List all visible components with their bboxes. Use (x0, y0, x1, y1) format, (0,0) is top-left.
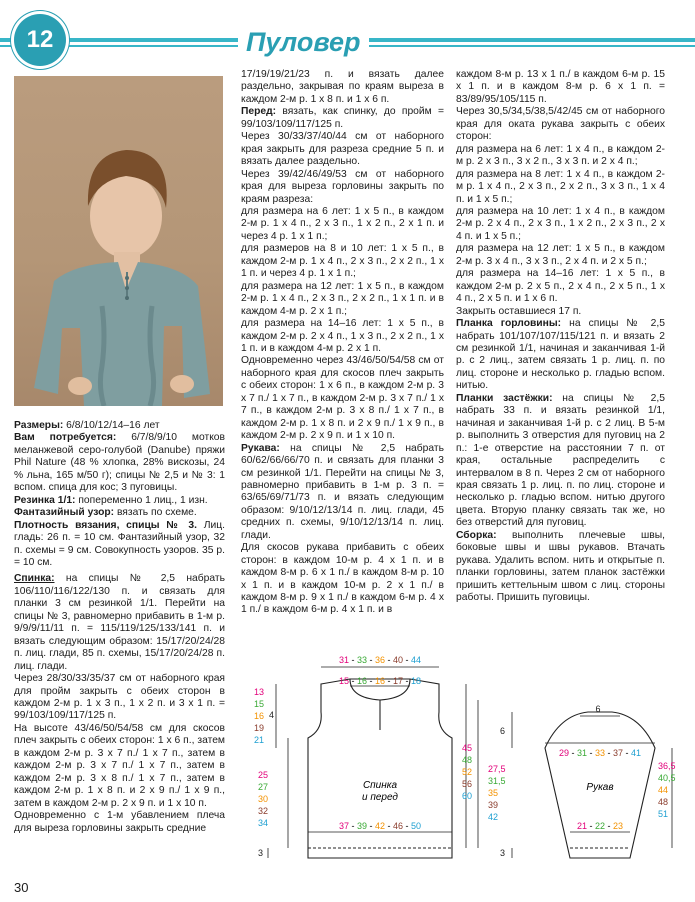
size-value: 51 (658, 809, 669, 819)
separator: - (586, 748, 595, 758)
size-value: 17 (393, 676, 404, 686)
separator: - (366, 821, 375, 831)
size-14-16-paragraph: для размера на 14–16 лет: 1 х 5 п., в каждом 2-м р. 2 х 4 п., 1 х 3 п., 2 х 2 п., 1 х 1 п. и в каждом 4-м р. 2 х 1 п. (241, 318, 444, 354)
text-column-3 (456, 69, 665, 604)
separator: - (385, 676, 394, 686)
page-number: 30 (14, 880, 29, 895)
sizes-paragraph (14, 420, 225, 432)
size-value: 46 (393, 821, 404, 831)
front-label: Перед: (241, 106, 277, 118)
size-value: 16 (254, 711, 265, 721)
separator: - (366, 676, 375, 686)
cap-size-12: для размера на 12 лет: 1 х 5 п., в каждом 2-м р. 3 х 4 п., 3 х 3 п., 2 х 4 п. и 2 х 5 п.; (456, 243, 665, 267)
pattern-label: Фантазийный узор: (14, 507, 115, 519)
armhole-paragraph: Через 28/30/33/35/37 см от наборного края для пройм закрыть с обеих сторон в каждом 2-м р. 1 х 3 п., 1 х 2 п. и 3 х 1 п. = 99/103/109/117/125 п. (14, 673, 225, 722)
shoulder-paragraph: На высоте 43/46/50/54/58 см для скосов плеч закрыть с обеих сторон: 1 х 6 п., затем в каждом 2-м р. 3 х 7 п./ 1 х 7 п., затем в каждом 2-м р. 3 х 7 п./ 1 х 7 п., затем в каждом 2-м р. 3 х 8 п./ 1 х 7 п., затем в каждом 2-м р. 1 х 8 п. и 2 х 9 п./ 1 х 9 п., затем в каждом 2-м р. 2 х 9 п. и 1 х 10 п. (14, 722, 225, 809)
placket-text: на спицы № 2,5 набрать 33 п. и вязать резинкой 1/1, начиная и заканчивая 1-й р. с 2 лиц. В 5-м р. выполнить 3 отверстия для пуговиц на 2 п.: 1-е отверстие на расстоянии 7 п. от края, остальные распределить с интервалом в 8 п. Через 2 см от наборного края связать 1 р. лиц. п. по лиц. стороне и несколько р. гладью вспом. нитью другого цвета. Вторую планку связать так же, но без отверстий для пуговиц. (456, 392, 665, 529)
size-value: 33 (594, 748, 606, 758)
separator: - (348, 821, 357, 831)
size-value: 36,5 (658, 761, 676, 771)
schematic-diagram (0, 645, 695, 875)
assembly-text: выполнить плечевые швы, боковые швы и швы рукавов. Втачать рукава. Удалить вспом. нить и открытые п. планки горловины, затем планок застёжки пришить кеттельным швом с лиц. стороны работы. Пришить пуговицы. (456, 529, 665, 604)
separator: - (348, 655, 357, 665)
size-value: 40,5 (658, 773, 676, 783)
assembly-paragraph (456, 530, 665, 605)
neck-depth-values (254, 687, 264, 745)
size-value: 27 (258, 782, 269, 792)
separator: - (403, 676, 412, 686)
back-text: на спицы № 2,5 набрать 106/110/116/122/130 п. и связать для планки 3 см резинкой 1/1. Перейти на спицы № 3, равномерно прибавить в 1-м р. 9/9/9/11/11 п. = 115/119/125/133/141 п. и вязать следующим образом: 15/17/20/24/28 п. лиц. глади, 85 п. схемы, 15/17/20/24/28 п. лиц. глади. (14, 573, 225, 672)
size-value: 18 (411, 676, 422, 686)
size-value: 56 (462, 779, 473, 789)
body-label-line-2: и перед (362, 792, 398, 803)
body-schematic (308, 679, 452, 858)
gauge-paragraph (14, 520, 225, 570)
neckband-label: Планка горловины: (456, 318, 562, 330)
sizes-label: Размеры: (14, 420, 64, 431)
size-value: 15 (338, 676, 349, 686)
separator: - (403, 655, 412, 665)
size-value: 13 (254, 687, 265, 697)
armhole-height-values (258, 770, 268, 828)
assembly-label: Сборка: (456, 529, 497, 541)
size-value: 41 (631, 748, 642, 758)
sleeve-cap-paragraph: Через 30,5/34,5/38,5/42/45 см от наборного края для оката рукава закрыть с обеих сторон: (456, 106, 665, 143)
materials-label: Вам потребуется: (14, 432, 117, 444)
rib-label: Резинка 1/1: (14, 494, 76, 506)
size-value: 15 (254, 699, 265, 709)
placket-label: Планки застёжки: (456, 392, 553, 404)
size-12-paragraph: для размера на 12 лет: 1 х 5 п., в каждом 2-м р. 1 х 4 п., 2 х 3 п., 2 х 2 п., 1 х 1 п. и в каждом 4-м р. 2 х 1 п.; (241, 280, 444, 317)
cap-size-14-16: для размера на 14–16 лет: 1 х 5 п., в каждом 2-м р. 2 х 5 п., 2 х 4 п., 2 х 5 п., 1 х 4 п., 2 х 5 п. и 1 х 6 п. (456, 268, 665, 305)
sleeve-rib-value: 3 (500, 848, 506, 858)
size-8-10-paragraph: для размеров на 8 и 10 лет: 1 х 5 п., в каждом 2-м р. 1 х 4 п., 2 х 3 п., 2 х 2 п., 1 х 1 п. и через 4 р. 1 х 1 п.; (241, 243, 444, 280)
neck-continued-paragraph: 17/19/19/21/23 п. и вязать далее раздельно, закрывая по краям выреза в каждом 2-м р. 1 х 8 п. и 1 х 6 п. (241, 69, 444, 105)
size-value: 42 (374, 821, 386, 831)
cap-size-10: для размера на 10 лет: 1 х 4 п., в каждом 2-м р. 2 х 4 п., 2 х 3 п., 1 х 2 п., 2 х 3 п., 2 х 4 п. и 1 х 5 п.; (456, 205, 665, 242)
front-shoulder-paragraph: Одновременно через 43/46/50/54/58 см от наборного края для скосов плеч закрыть с обеих сторон: 1 х 6 п., в каждом 2-м р. 3 х 7 п./ 1 х 7 п., в каждом 2-м р. 3 х 7 п./ 1 х 7 п., в каждом 2-м р. 3 х 8 п./ 1 х 7 п., в каждом 2-м р. 1 х 8 п. и 2 х 9 п./ 1 х 9 п., в каждом 2-м р. 2 х 9 п. и 1 х 10 п. (241, 355, 444, 442)
size-value: 42 (488, 812, 499, 822)
size-value: 34 (258, 818, 269, 828)
size-value: 29 (558, 748, 569, 758)
size-value: 44 (411, 655, 422, 665)
separator: - (623, 748, 632, 758)
neck-width-label (339, 676, 421, 686)
cap-size-8: для размера на 8 лет: 1 х 4 п., в каждом 2-м р. 1 х 4 п., 2 х 3 п., 2 х 2 п., 3 х 3 п., 1 х 4 п. и 1 х 5 п.; (456, 168, 665, 205)
gauge-label: Плотность вязания, спицы № 3. (14, 519, 197, 531)
front-paragraph (241, 106, 444, 131)
separator: - (568, 748, 577, 758)
sleeve-cap-height-value: 6 (500, 726, 506, 736)
gauge-text: Лиц. гладь: 26 п. = 10 см. Фантазийный узор, 32 п. схемы = 9 см. Совокупность узоров. 35 р. = 10 см. (14, 519, 225, 568)
separator: - (586, 821, 595, 831)
neckband-text: на спицы № 2,5 набрать 101/107/107/115/121 п. и вязать 2 см резинкой 1/1, начиная и заканчивая 1-й р. с 2 лиц., затем связать 1 р. лиц. п. по лиц. стороне и несколько р. гладью вспом. нитью. (456, 318, 665, 392)
total-height-values (462, 743, 472, 801)
back-label: Спинка: (14, 573, 55, 585)
separator: - (403, 821, 412, 831)
size-value: 19 (254, 723, 265, 733)
size-value: 50 (411, 821, 422, 831)
pattern-paragraph (14, 507, 225, 519)
sizes-text: 6/8/10/12/14–16 лет (63, 420, 160, 431)
sleeve-increase-paragraph: Для скосов рукава прибавить с обеих сторон: в каждом 10-м р. 4 х 1 п. и в каждом 8-м р. 6 х 1 п./ в каждом 8-м р. 10 х 1 п. и в каждом 10-м р. 2 х 1 п./ в каждом 8-м р. 9 х 1 п./ в каждом 6-м р. 4 х 1 п./ в каждом 6-м р. 4 х 1 п. и в (241, 542, 444, 616)
photo-illustration (14, 76, 223, 406)
separator: - (605, 821, 614, 831)
separator: - (385, 821, 394, 831)
size-value: 23 (613, 821, 624, 831)
size-value: 52 (462, 767, 473, 777)
slit-height-values (488, 764, 506, 822)
size-value: 27,5 (488, 764, 506, 774)
materials-text: 6/7/8/9/10 мотков меланжевой серо-голубой (Danube) пряжи Phil Nature (48 % хлопка, 28% вискозы, 24 % льна, 165 м/50 г); спицы № 2,5 и № 3: 1 вспом. спица для кос; 3 пуговицы. (14, 432, 226, 494)
size-value: 36 (374, 655, 386, 665)
size-value: 21 (254, 735, 265, 745)
slit-paragraph: Через 30/33/37/40/44 см от наборного края закрыть для разреза средние 5 п. и вязать далее раздельно. (241, 131, 444, 168)
size-value: 31 (576, 748, 587, 758)
front-text: вязать, как спинку, до пройм = 99/103/109/117/125 п. (241, 106, 444, 130)
text-column-2 (241, 69, 444, 617)
sleeve-top-width-label (559, 748, 641, 758)
separator: - (605, 748, 614, 758)
size-value: 44 (658, 785, 669, 795)
size-6-paragraph: для размера на 6 лет: 1 х 5 п., в каждом 2-м р. 1 х 4 п., 2 х 3 п., 1 х 2 п., 2 х 1 п. и через 4 р. 1 х 1 п.; (241, 205, 444, 242)
separator: - (385, 655, 394, 665)
neck-paragraph: Одновременно с 1-м убавлением плеча для выреза горловины закрыть средние (14, 810, 225, 834)
size-value: 40 (393, 655, 404, 665)
rib-paragraph (14, 495, 225, 507)
shoulder-drop-value: 4 (269, 710, 275, 720)
size-value: 16 (374, 676, 386, 686)
sleeves-paragraph (241, 443, 444, 543)
page-title: Пуловер (238, 26, 369, 58)
size-value: 39 (356, 821, 367, 831)
bottom-width-label (339, 821, 421, 831)
size-value: 32 (258, 806, 269, 816)
sleeve-increase-continued: каждом 8-м р. 13 х 1 п./ в каждом 6-м р. 15 х 1 п. и в каждом 8-м р. 6 х 1 п. = 83/89/95/105/115 п. (456, 69, 665, 105)
placket-paragraph (456, 393, 665, 530)
size-value: 22 (594, 821, 606, 831)
sleeves-text: на спицы № 2,5 набрать 60/62/66/66/70 п. и связать для планки 3 см резинкой 1/1. Перейти на спицы № 3, равномерно прибавить в 1-м р. 3 п. = 63/65/69/71/73 п. и вязать следующим образом: 9/10/12/13/14 п. лиц. глади, 45 средних п. схемы, 9/10/12/13/14 п. лиц. глади. (241, 442, 444, 541)
size-value: 60 (462, 791, 473, 801)
boy-in-sweater-photo (14, 76, 223, 406)
neckband-paragraph (456, 318, 665, 393)
materials-paragraph (14, 432, 225, 494)
rib-text: попеременно 1 лиц., 1 изн. (75, 494, 208, 506)
size-value: 25 (258, 770, 269, 780)
size-value: 21 (576, 821, 587, 831)
size-value: 16 (356, 676, 367, 686)
size-value: 37 (338, 821, 349, 831)
size-value: 48 (658, 797, 669, 807)
sleeves-label: Рукава: (241, 442, 280, 454)
cap-size-6: для размера на 6 лет: 1 х 4 п., в каждом 2-м р. 2 х 3 п., 3 х 2 п., 3 х 3 п. и 2 х 4 п.; (456, 143, 665, 168)
size-value: 39 (488, 800, 499, 810)
size-value: 33 (356, 655, 367, 665)
size-value: 30 (258, 794, 269, 804)
size-value: 31,5 (488, 776, 506, 786)
body-label-line-1: Спинка (362, 780, 398, 791)
sleeve-height-values (658, 761, 676, 819)
sleeve-bottom-width-label (577, 821, 623, 831)
size-value: 31 (338, 655, 349, 665)
separator: - (366, 655, 375, 665)
front-neck-paragraph: Через 39/42/46/49/53 см от наборного края для выреза горловины закрыть по краям разреза: (241, 168, 444, 205)
sleeve-cap-value: 6 (595, 704, 601, 714)
pattern-text: вязать по схеме. (114, 507, 197, 519)
size-value: 37 (613, 748, 624, 758)
cap-close: Закрыть оставшиеся 17 п. (456, 305, 582, 317)
size-value: 48 (462, 755, 473, 765)
body-rib-value: 3 (258, 848, 264, 858)
separator: - (348, 676, 357, 686)
size-value: 45 (462, 743, 473, 753)
pattern-number-badge: 12 (14, 14, 66, 66)
sleeve-label: Рукав (586, 782, 614, 793)
top-width-label (339, 655, 421, 665)
size-value: 35 (488, 788, 499, 798)
